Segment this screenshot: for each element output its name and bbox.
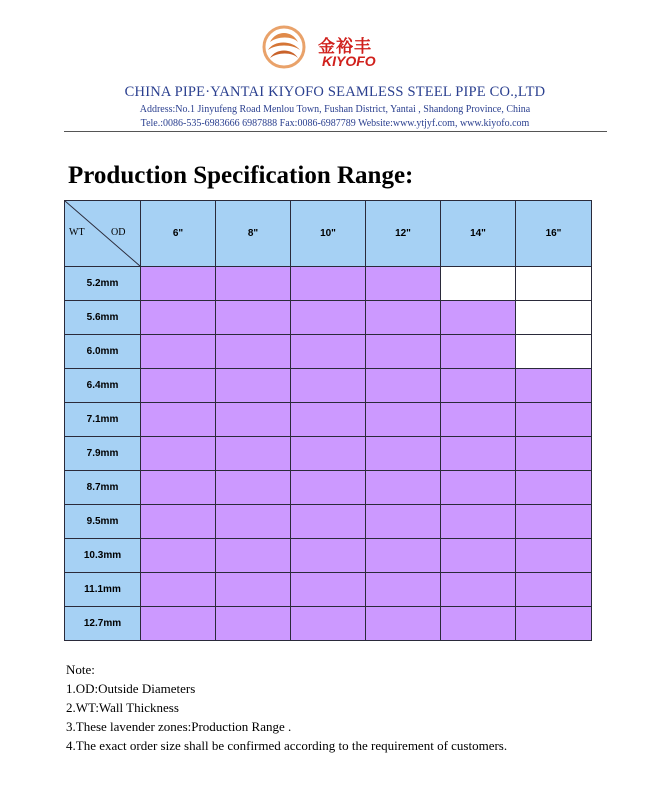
range-cell-in — [216, 437, 291, 471]
range-cell-in — [366, 437, 441, 471]
range-cell-in — [516, 471, 592, 505]
range-cell-in — [441, 505, 516, 539]
range-cell-in — [141, 573, 216, 607]
range-cell-out — [516, 301, 592, 335]
range-cell-out — [516, 335, 592, 369]
range-cell-in — [141, 267, 216, 301]
range-cell-in — [216, 369, 291, 403]
table-row — [65, 267, 592, 301]
table-row — [65, 573, 592, 607]
table-row — [65, 471, 592, 505]
wt-label: 7.9mm — [65, 437, 141, 471]
range-cell-out — [441, 267, 516, 301]
wt-label: 5.6mm — [65, 301, 141, 335]
range-cell-in — [366, 471, 441, 505]
range-cell-in — [141, 437, 216, 471]
note-item: 3.These lavender zones:Production Range . — [66, 719, 292, 734]
range-cell-in — [291, 437, 366, 471]
corner-cell — [65, 201, 141, 267]
range-cell-in — [441, 437, 516, 471]
range-cell-in — [291, 403, 366, 437]
range-cell-in — [441, 301, 516, 335]
page-title: Production Specification Range: — [68, 162, 414, 189]
range-cell-in — [516, 403, 592, 437]
od-header: 14" — [441, 201, 516, 267]
table-row — [65, 369, 592, 403]
range-cell-in — [366, 267, 441, 301]
range-cell-in — [291, 267, 366, 301]
range-cell-in — [441, 607, 516, 641]
range-cell-in — [291, 539, 366, 573]
range-cell-in — [516, 539, 592, 573]
range-cell-in — [141, 539, 216, 573]
range-cell-in — [441, 539, 516, 573]
wt-label: 12.7mm — [65, 607, 141, 641]
range-cell-in — [366, 335, 441, 369]
notes-section — [66, 660, 507, 755]
range-cell-in — [441, 369, 516, 403]
range-cell-in — [216, 539, 291, 573]
wt-label: 5.2mm — [65, 267, 141, 301]
range-cell-in — [366, 403, 441, 437]
table-row — [65, 301, 592, 335]
od-header: 12" — [366, 201, 441, 267]
wt-label: 8.7mm — [65, 471, 141, 505]
company-contact: Tele.:0086-535-6983666 6987888 Fax:0086-6987789 Website:www.ytjyf.com, www.kiyofo.com — [140, 118, 530, 129]
range-cell-in — [216, 471, 291, 505]
wt-label: 9.5mm — [65, 505, 141, 539]
range-cell-in — [141, 471, 216, 505]
range-cell-in — [366, 573, 441, 607]
range-cell-in — [366, 607, 441, 641]
range-cell-in — [291, 301, 366, 335]
range-cell-in — [291, 505, 366, 539]
spec-range-table — [64, 200, 592, 641]
range-cell-in — [366, 539, 441, 573]
range-cell-in — [216, 607, 291, 641]
range-cell-in — [141, 369, 216, 403]
range-cell-in — [216, 505, 291, 539]
company-address: Address:No.1 Jinyufeng Road Menlou Town, Fushan District, Yantai , Shandong Province, China — [139, 104, 531, 115]
od-header: 16" — [516, 201, 592, 267]
kiyofo-emblem-icon — [258, 22, 318, 72]
range-cell-in — [441, 403, 516, 437]
range-cell-in — [366, 505, 441, 539]
range-cell-in — [516, 607, 592, 641]
range-cell-in — [516, 437, 592, 471]
table-row — [65, 437, 592, 471]
range-cell-in — [516, 573, 592, 607]
logo-chinese-text: 金裕丰 — [318, 37, 372, 57]
wt-label: 7.1mm — [65, 403, 141, 437]
range-cell-in — [516, 505, 592, 539]
table-header-row — [65, 201, 592, 267]
range-cell-in — [291, 369, 366, 403]
corner-label-od: OD — [111, 227, 126, 238]
range-cell-out — [516, 267, 592, 301]
range-cell-in — [291, 607, 366, 641]
range-cell-in — [291, 573, 366, 607]
range-cell-in — [216, 335, 291, 369]
range-cell-in — [216, 573, 291, 607]
range-cell-in — [216, 301, 291, 335]
range-cell-in — [366, 369, 441, 403]
wt-label: 11.1mm — [65, 573, 141, 607]
range-cell-in — [141, 505, 216, 539]
note-item: 4.The exact order size shall be confirmed according to the requirement of customers. — [66, 738, 508, 753]
table-row — [65, 539, 592, 573]
range-cell-in — [141, 607, 216, 641]
notes-title: Note: — [66, 662, 95, 677]
range-cell-in — [291, 471, 366, 505]
range-cell-in — [216, 267, 291, 301]
od-header: 10" — [291, 201, 366, 267]
note-item: 1.OD:Outside Diameters — [66, 681, 196, 696]
range-cell-in — [291, 335, 366, 369]
range-cell-in — [141, 301, 216, 335]
company-name: CHINA PIPE·YANTAI KIYOFO SEAMLESS STEEL PIPE CO.,LTD — [124, 84, 546, 100]
range-cell-in — [216, 403, 291, 437]
table-row — [65, 403, 592, 437]
wt-label: 6.0mm — [65, 335, 141, 369]
range-cell-in — [366, 301, 441, 335]
table-row — [65, 335, 592, 369]
logo-english-text: KIYOFO — [322, 53, 376, 69]
od-header: 8" — [216, 201, 291, 267]
range-cell-in — [141, 403, 216, 437]
header-divider — [64, 131, 607, 132]
range-cell-in — [441, 471, 516, 505]
table-row — [65, 505, 592, 539]
range-cell-in — [516, 369, 592, 403]
range-cell-in — [441, 335, 516, 369]
corner-label-wt: WT — [69, 227, 85, 238]
note-item: 2.WT:Wall Thickness — [66, 700, 179, 715]
range-cell-in — [141, 335, 216, 369]
range-cell-in — [441, 573, 516, 607]
od-header: 6" — [141, 201, 216, 267]
wt-label: 6.4mm — [65, 369, 141, 403]
wt-label: 10.3mm — [65, 539, 141, 573]
table-row — [65, 607, 592, 641]
